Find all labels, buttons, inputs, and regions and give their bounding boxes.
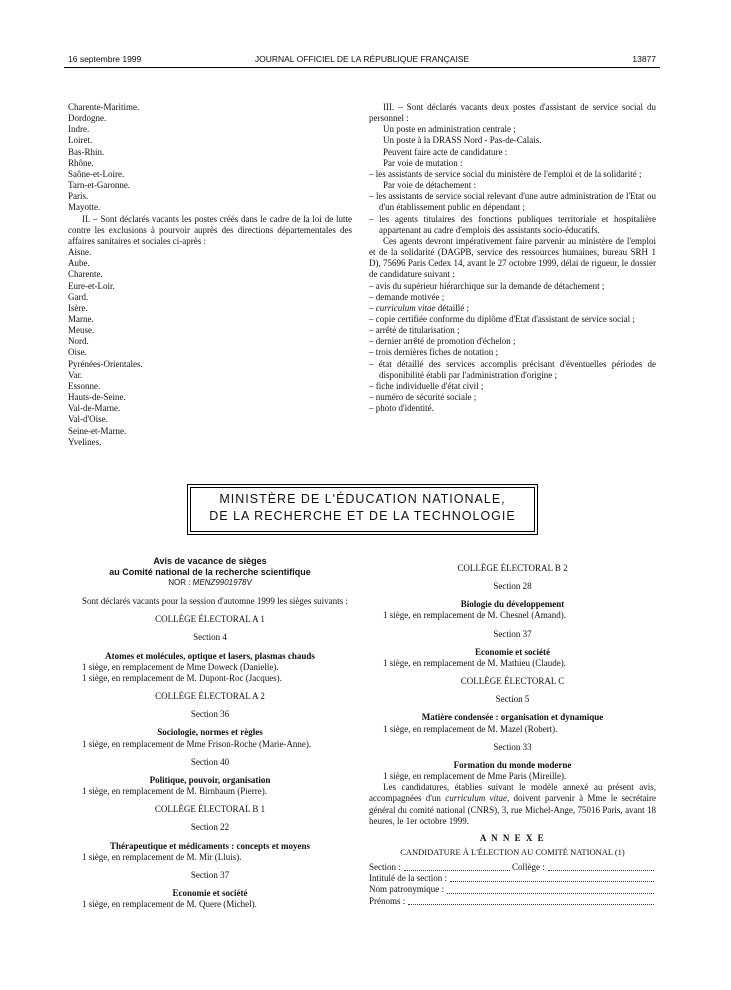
- seat-vacancy: 1 siège, en remplacement de M. Mathieu (Claude).: [383, 657, 566, 668]
- form-section-field[interactable]: [404, 869, 510, 871]
- form-section-college: [369, 862, 656, 873]
- left-column-bottom: [68, 556, 352, 910]
- form-college-label: Collège :: [512, 862, 545, 873]
- department-item: Seine-et-Marne.: [68, 425, 127, 436]
- seat-vacancy: 1 siège, en remplacement de M. Mazel (Robert).: [383, 723, 558, 734]
- department-item: Nord.: [68, 336, 89, 347]
- dossier-item: – avis du supérieur hiérarchique sur la demande de détachement ;: [369, 280, 605, 291]
- ministry-line-1: MINISTÈRE DE L'ÉDUCATION NATIONALE,: [219, 492, 506, 506]
- seat-vacancy: Les candidatures, établies suivant le modèle annexé au présent avis, accompagnées d'un curriculum vitae, doivent parvenir à Mme le secrétaire général du comité national (CNRS), 3, rue Michel-Ange, 75016 Paris, avant 18 heures, le 1er octobre 1999.: [369, 782, 657, 826]
- department-item: Bas-Rhin.: [68, 146, 105, 157]
- college-heading: COLLÈGE ÉLECTORAL C: [460, 676, 565, 687]
- department-item: Val-d'Oise.: [68, 414, 108, 425]
- header-page-number: 13877: [632, 54, 656, 64]
- seat-vacancy: 1 siège, en remplacement de Mme Doweck (Danielle).: [82, 661, 279, 672]
- section-heading: Section 37: [493, 628, 532, 639]
- form-intitule-label: Intitulé de la section :: [369, 873, 447, 884]
- dossier-item: – demande motivée ;: [369, 291, 445, 302]
- detachement-item: – les assistants de service social relevant d'une autre administration de l'Etat ou d'un établissement public en dépendant ;: [369, 191, 656, 213]
- seat-vacancy: 1 siège, en remplacement de M. Chesnel (Amand).: [383, 610, 566, 621]
- department-item: Var.: [68, 369, 83, 380]
- department-item: Essonne.: [68, 380, 101, 391]
- department-item: Indre.: [68, 124, 90, 135]
- college-heading: COLLÈGE ÉLECTORAL B 2: [457, 563, 568, 573]
- right-bottom-sections: [369, 563, 656, 827]
- department-item: Saône-et-Loire.: [68, 168, 125, 179]
- college-heading: COLLÈGE ÉLECTORAL A 1: [155, 614, 265, 625]
- nor-value: MENZ9901978V: [192, 578, 252, 587]
- department-item: Oise.: [68, 347, 87, 358]
- department-item: Paris.: [68, 191, 89, 202]
- department-item: Tarn-et-Garonne.: [68, 180, 131, 191]
- seat-vacancy: 1 siège, en remplacement de M. Birnbaum (Pierre).: [82, 786, 267, 797]
- dossier-item: – fiche individuelle d'état civil ;: [369, 380, 484, 391]
- seat-vacancy: 1 siège, en remplacement de Mme Frison-Roche (Marie-Anne).: [82, 738, 312, 749]
- avis-title-1: Avis de vacance de sièges: [153, 556, 267, 566]
- department-item: Aisne.: [68, 247, 92, 258]
- section-heading: Section 22: [190, 822, 230, 833]
- department-item: Charente-Maritime.: [68, 102, 140, 112]
- nor-reference: [68, 577, 352, 588]
- right-column-top: [369, 102, 656, 414]
- form-prenoms-label: Prénoms :: [369, 895, 406, 906]
- mutation-label: Par voie de mutation :: [383, 157, 463, 168]
- post-item: Un poste à la DRASS Nord - Pas-de-Calais.: [383, 135, 542, 146]
- left-column-top: [68, 102, 352, 448]
- department-item: Eure-et-Loir.: [68, 280, 115, 291]
- dossier-item: – arrêté de titularisation ;: [369, 325, 460, 336]
- form-section-label: Section :: [369, 862, 401, 873]
- department-item: Val-de-Marne.: [68, 403, 121, 414]
- avis-title-2: au Comité national de la recherche scientifique: [109, 566, 311, 577]
- header-journal-title: JOURNAL OFFICIEL DE LA RÉPUBLIQUE FRANÇAISE: [254, 54, 470, 64]
- right-column-bottom: [369, 556, 656, 907]
- department-item: Pyrénées-Orientales.: [68, 358, 143, 369]
- department-item: Loiret.: [68, 135, 93, 146]
- left-bottom-sections: [68, 614, 352, 910]
- section-heading: Section 36: [190, 709, 230, 720]
- section-heading: Section 33: [493, 741, 532, 752]
- department-item: Rhône.: [68, 157, 94, 168]
- section-heading: Section 40: [190, 756, 230, 767]
- form-nom: [369, 884, 656, 895]
- post-item: Un poste en administration centrale ;: [383, 124, 516, 135]
- form-nom-label: Nom patronymique :: [369, 884, 444, 895]
- dossier-item-cv: – curriculum vitae détaillé ;: [369, 302, 469, 313]
- form-college-field[interactable]: [548, 869, 654, 871]
- section-title: Matière condensée : organisation et dynamique: [421, 712, 604, 723]
- header-date: 16 septembre 1999: [68, 54, 142, 64]
- dossier-item: – photo d'identité.: [369, 403, 434, 414]
- department-item: Isère.: [68, 302, 88, 313]
- form-nom-field[interactable]: [447, 892, 654, 894]
- section-title: Economie et société: [172, 887, 248, 898]
- dossier-item: – dernier arrêté de promotion d'échelon ;: [369, 336, 516, 347]
- annexe-subtitle: CANDIDATURE À L'ÉLECTION AU COMITÉ NATIONAL (1): [400, 846, 625, 857]
- department-item: Mayotte.: [68, 202, 101, 213]
- college-heading: COLLÈGE ÉLECTORAL B 1: [154, 804, 266, 815]
- form-intitule: [369, 873, 656, 884]
- dossier-item: – numéro de sécurité sociale ;: [369, 392, 477, 403]
- department-item: Charente.: [68, 269, 103, 280]
- department-item: Marne.: [68, 313, 94, 324]
- college-heading: COLLÈGE ÉLECTORAL A 2: [155, 691, 265, 702]
- section-title: Biologie du développement: [460, 599, 565, 610]
- department-item: Yvelines.: [68, 436, 102, 447]
- section-heading: Section 28: [493, 581, 532, 592]
- department-item: Hauts-de-Seine.: [68, 392, 126, 403]
- header-rule: [64, 67, 660, 68]
- seat-vacancy: 1 siège, en remplacement de Mme Paris (Mireille).: [383, 771, 567, 782]
- page-header: [68, 54, 656, 68]
- avis-intro: Sont déclarés vacants pour la session d'automne 1999 les sièges suivants :: [82, 596, 348, 607]
- ministry-line-2: DE LA RECHERCHE ET DE LA TECHNOLOGIE: [209, 509, 516, 523]
- nor-label: NOR :: [168, 578, 191, 587]
- instructions-paragraph: Ces agents devront impérativement faire parvenir au ministère de l'emploi et de la solidarité (DAGPB, service des ressources humaines, bureau SRH 1 D), 75696 Paris Cedex 14, avant le 27 octobre 1999, délai de rigueur, le dossier de candidature suivant :: [369, 235, 656, 280]
- paragraph-iii: III. – Sont déclarés vacants deux postes d'assistant de service social du personnel :: [369, 102, 656, 124]
- mutation-item: – les assistants de service social du ministère de l'emploi et de la solidarité ;: [369, 168, 642, 179]
- dossier-item: – copie certifiée conforme du diplôme d'Etat d'assistant de service social ;: [369, 313, 635, 324]
- section-title: Atomes et molécules, optique et lasers, plasmas chauds: [105, 650, 315, 661]
- section-heading: Section 4: [193, 632, 227, 643]
- detachement-item: – les agents titulaires des fonctions publiques territoriale et hospitalière appartenant au cadre d'emplois des assistants socio-éducatifs.: [369, 213, 656, 235]
- department-item: Gard.: [68, 291, 89, 302]
- section-title: Thérapeutique et médicaments : concepts et moyens: [110, 840, 310, 851]
- candidature-label: Peuvent faire acte de candidature :: [383, 146, 508, 157]
- form-prenoms-field[interactable]: [408, 903, 654, 905]
- section-heading: Section 37: [190, 869, 230, 880]
- section-title: Economie et société: [475, 646, 550, 657]
- department-item: Dordogne.: [68, 113, 107, 124]
- section-heading: Section 5: [495, 694, 530, 705]
- annexe-title: A N N E X E: [479, 832, 546, 843]
- section-title: Politique, pouvoir, organisation: [149, 774, 271, 785]
- seat-vacancy: 1 siège, en remplacement de M. Mir (Lluis).: [82, 851, 242, 862]
- section-title: Formation du monde moderne: [453, 759, 572, 770]
- seat-vacancy: 1 siège, en remplacement de M. Quere (Michel).: [82, 899, 257, 910]
- ministry-box: [190, 487, 535, 532]
- dossier-item: – trois dernières fiches de notation ;: [369, 347, 498, 358]
- form-prenoms: [369, 896, 656, 907]
- seat-vacancy: 1 siège, en remplacement de M. Dupont-Roc (Jacques).: [82, 672, 282, 683]
- department-item: Meuse.: [68, 325, 95, 336]
- form-intitule-field[interactable]: [450, 880, 654, 882]
- dossier-item: – état détaillé des services accomplis précisant d'éventuelles périodes de disponibilité établi par l'administration d'origine ;: [369, 358, 656, 380]
- department-item: Aube.: [68, 258, 90, 269]
- section-title: Sociologie, normes et règles: [157, 727, 263, 738]
- paragraph-ii: II. – Sont déclarés vacants les postes créés dans le cadre de la loi de lutte contre les exclusions à pourvoir auprès des directions départementales des affaires sanitaires et sociales ci-après :: [68, 213, 352, 246]
- detachement-label: Par voie de détachement :: [383, 180, 476, 191]
